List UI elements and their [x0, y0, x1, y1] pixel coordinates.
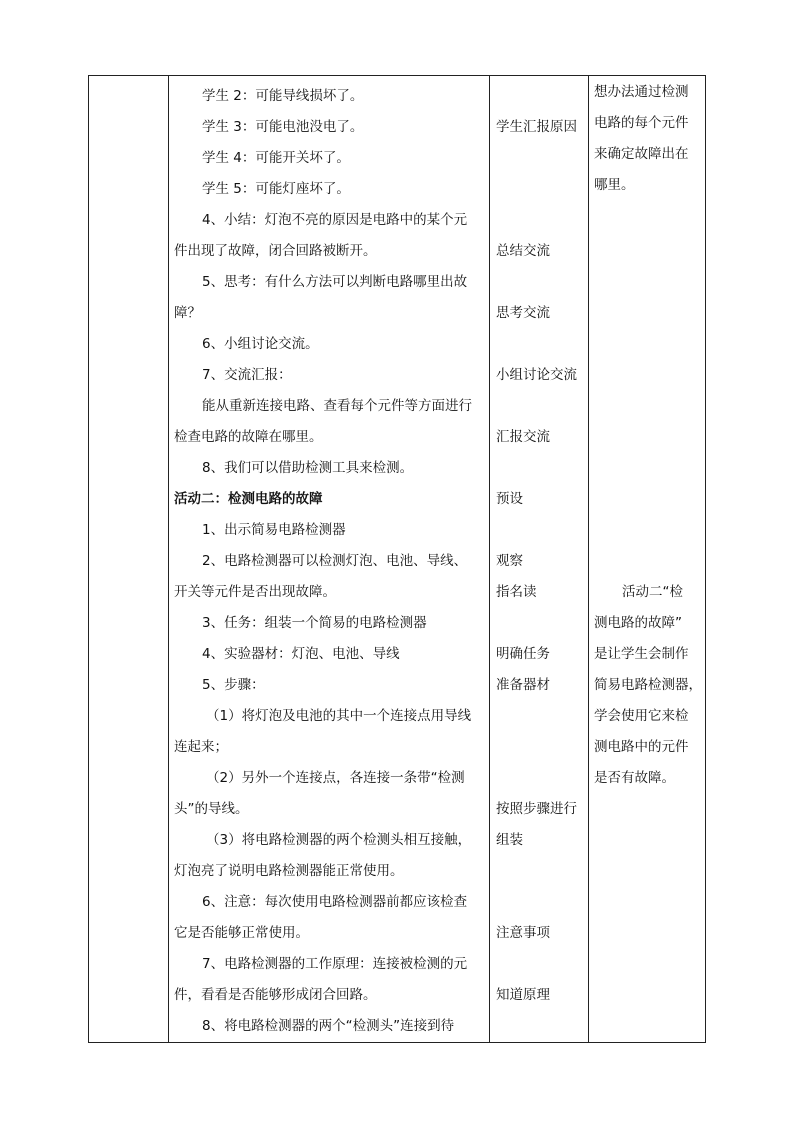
content-line: 件，看看是否能够形成闭合回路。	[174, 987, 377, 1003]
design-intent-line: 活动二“检	[622, 584, 683, 600]
student-activity-line: 知道原理	[496, 987, 550, 1003]
content-line: 学生 5：可能灯座坏了。	[202, 181, 350, 197]
content-line: （2）另外一个连接点，各连接一条带“检测	[206, 770, 465, 786]
student-activity-line: 汇报交流	[496, 429, 550, 445]
content-line: 4、实验器材：灯泡、电池、导线	[202, 646, 400, 662]
content-line: 头”的导线。	[174, 801, 249, 817]
content-line: 6、小组讨论交流。	[202, 336, 319, 352]
design-intent-line: 是让学生会制作	[594, 646, 689, 662]
design-intent-line: 学会使用它来检	[594, 708, 689, 724]
content-line: 检查电路的故障在哪里。	[174, 429, 323, 445]
student-activity-line: 总结交流	[496, 243, 550, 259]
student-activity-line: 思考交流	[496, 305, 550, 321]
design-intent-line: 简易电路检测器，	[594, 677, 702, 693]
design-intent-line: 哪里。	[594, 177, 635, 193]
teaching-content-column	[168, 76, 489, 1042]
design-intent-line: 测电路中的元件	[594, 739, 689, 755]
student-activity-line: 指名读	[496, 584, 537, 600]
content-line: 开关等元件是否出现故障。	[174, 584, 336, 600]
lesson-plan-table	[88, 75, 706, 1043]
design-intent-line: 电路的每个元件	[594, 115, 689, 131]
student-activity-line: 学生汇报原因	[496, 119, 577, 135]
content-line: 灯泡亮了说明电路检测器能正常使用。	[174, 863, 404, 879]
student-activity-line: 预设	[496, 491, 523, 507]
design-intent-column	[588, 76, 706, 1042]
content-line: 3、任务：组装一个简易的电路检测器	[202, 615, 427, 631]
design-intent-line: 想办法通过检测	[594, 84, 689, 100]
student-activity-line: 小组讨论交流	[496, 367, 577, 383]
student-activity-line: 注意事项	[496, 925, 550, 941]
content-line: 8、我们可以借助检测工具来检测。	[202, 460, 414, 476]
content-line: 学生 2：可能导线损坏了。	[202, 88, 364, 104]
content-line: 活动二：检测电路的故障	[174, 491, 323, 507]
content-line: （1）将灯泡及电池的其中一个连接点用导线	[206, 708, 472, 724]
content-line: 1、出示简易电路检测器	[202, 522, 346, 538]
design-intent-line: 测电路的故障”	[594, 615, 682, 631]
content-line: （3）将电路检测器的两个检测头相互接触，	[206, 832, 472, 848]
content-line: 4、小结：灯泡不亮的原因是电路中的某个元	[202, 212, 468, 228]
content-line: 5、思考：有什么方法可以判断电路哪里出故	[202, 274, 468, 290]
content-line: 6、注意：每次使用电路检测器前都应该检查	[202, 894, 468, 910]
student-activity-line: 明确任务	[496, 646, 550, 662]
content-line: 障？	[174, 305, 201, 321]
design-intent-line: 是否有故障。	[594, 770, 675, 786]
content-line: 连起来；	[174, 739, 228, 755]
design-intent-line: 来确定故障出在	[594, 146, 689, 162]
student-activity-line: 组装	[496, 832, 523, 848]
stage-column	[89, 76, 168, 1042]
content-line: 7、电路检测器的工作原理：连接被检测的元	[202, 956, 468, 972]
content-line: 5、步骤：	[202, 677, 265, 693]
student-activity-line: 观察	[496, 553, 523, 569]
content-line: 7、交流汇报：	[202, 367, 292, 383]
student-activity-column	[489, 76, 588, 1042]
content-line: 学生 4：可能开关坏了。	[202, 150, 350, 166]
content-line: 学生 3：可能电池没电了。	[202, 119, 364, 135]
content-line: 它是否能够正常使用。	[174, 925, 309, 941]
content-line: 件出现了故障，闭合回路被断开。	[174, 243, 377, 259]
content-line: 2、电路检测器可以检测灯泡、电池、导线、	[202, 553, 468, 569]
content-line: 8、将电路检测器的两个“检测头”连接到待	[202, 1018, 455, 1034]
student-activity-line: 按照步骤进行	[496, 801, 577, 817]
content-line: 能从重新连接电路、查看每个元件等方面进行	[202, 398, 472, 414]
student-activity-line: 准备器材	[496, 677, 550, 693]
